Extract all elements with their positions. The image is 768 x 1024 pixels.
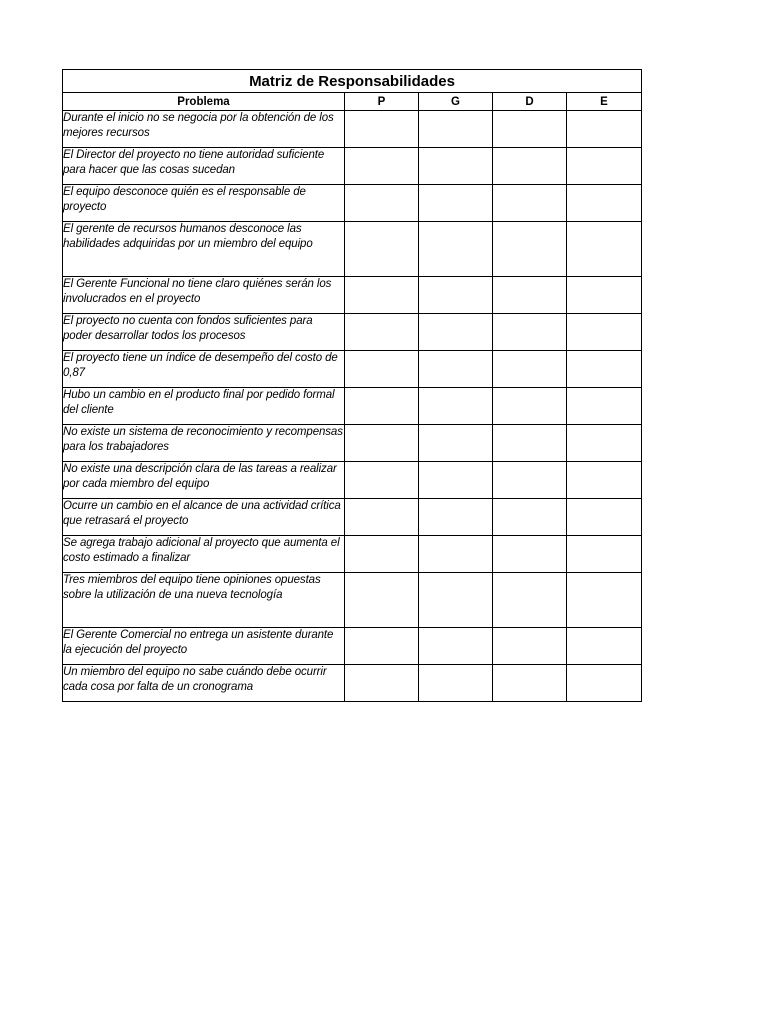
e-cell bbox=[567, 388, 642, 425]
d-cell bbox=[493, 665, 567, 702]
g-cell bbox=[419, 222, 493, 277]
d-cell bbox=[493, 314, 567, 351]
d-cell bbox=[493, 148, 567, 185]
p-cell bbox=[345, 222, 419, 277]
g-cell bbox=[419, 628, 493, 665]
d-cell bbox=[493, 185, 567, 222]
d-cell bbox=[493, 388, 567, 425]
problem-cell: El Gerente Comercial no entrega un asistente durante la ejecución del proyecto bbox=[63, 628, 345, 665]
e-cell bbox=[567, 499, 642, 536]
g-cell bbox=[419, 536, 493, 573]
g-cell bbox=[419, 388, 493, 425]
problem-cell: El Gerente Funcional no tiene claro quiénes serán los involucrados en el proyecto bbox=[63, 277, 345, 314]
table-row bbox=[63, 111, 642, 148]
table-row bbox=[63, 536, 642, 573]
problem-cell: El proyecto no cuenta con fondos suficientes para poder desarrollar todos los procesos bbox=[63, 314, 345, 351]
table-row bbox=[63, 277, 642, 314]
e-cell bbox=[567, 222, 642, 277]
problem-cell: Un miembro del equipo no sabe cuándo debe ocurrir cada cosa por falta de un cronograma bbox=[63, 665, 345, 702]
p-cell bbox=[345, 148, 419, 185]
g-cell bbox=[419, 314, 493, 351]
p-cell bbox=[345, 351, 419, 388]
g-cell bbox=[419, 499, 493, 536]
problem-cell: Ocurre un cambio en el alcance de una actividad crítica que retrasará el proyecto bbox=[63, 499, 345, 536]
p-cell bbox=[345, 536, 419, 573]
g-cell bbox=[419, 185, 493, 222]
table-row bbox=[63, 665, 642, 702]
problem-cell: No existe un sistema de reconocimiento y recompensas para los trabajadores bbox=[63, 425, 345, 462]
g-cell bbox=[419, 148, 493, 185]
problem-cell: El equipo desconoce quién es el responsable de proyecto bbox=[63, 185, 345, 222]
e-cell bbox=[567, 628, 642, 665]
column-header-p: P bbox=[345, 93, 419, 111]
table-row bbox=[63, 185, 642, 222]
e-cell bbox=[567, 425, 642, 462]
p-cell bbox=[345, 462, 419, 499]
p-cell bbox=[345, 111, 419, 148]
p-cell bbox=[345, 314, 419, 351]
problem-cell: El proyecto tiene un índice de desempeño del costo de 0,87 bbox=[63, 351, 345, 388]
e-cell bbox=[567, 536, 642, 573]
d-cell bbox=[493, 277, 567, 314]
problem-cell: Hubo un cambio en el producto final por pedido formal del cliente bbox=[63, 388, 345, 425]
e-cell bbox=[567, 111, 642, 148]
table-row bbox=[63, 222, 642, 277]
p-cell bbox=[345, 628, 419, 665]
g-cell bbox=[419, 665, 493, 702]
table-row bbox=[63, 425, 642, 462]
g-cell bbox=[419, 111, 493, 148]
problem-cell: El gerente de recursos humanos desconoce las habilidades adquiridas por un miembro del equipo bbox=[63, 222, 345, 277]
table-row bbox=[63, 314, 642, 351]
e-cell bbox=[567, 351, 642, 388]
e-cell bbox=[567, 148, 642, 185]
table-row bbox=[63, 388, 642, 425]
g-cell bbox=[419, 277, 493, 314]
d-cell bbox=[493, 536, 567, 573]
p-cell bbox=[345, 499, 419, 536]
table-row bbox=[63, 499, 642, 536]
e-cell bbox=[567, 462, 642, 499]
responsibility-matrix-table bbox=[62, 69, 642, 702]
e-cell bbox=[567, 277, 642, 314]
d-cell bbox=[493, 222, 567, 277]
problem-cell: Tres miembros del equipo tiene opiniones opuestas sobre la utilización de una nueva tecnología bbox=[63, 573, 345, 628]
g-cell bbox=[419, 573, 493, 628]
p-cell bbox=[345, 185, 419, 222]
d-cell bbox=[493, 111, 567, 148]
d-cell bbox=[493, 425, 567, 462]
problem-cell: Durante el inicio no se negocia por la obtención de los mejores recursos bbox=[63, 111, 345, 148]
e-cell bbox=[567, 573, 642, 628]
column-header-problem: Problema bbox=[63, 93, 345, 111]
e-cell bbox=[567, 665, 642, 702]
table-title: Matriz de Responsabilidades bbox=[63, 70, 642, 93]
problem-cell: El Director del proyecto no tiene autoridad suficiente para hacer que las cosas sucedan bbox=[63, 148, 345, 185]
d-cell bbox=[493, 628, 567, 665]
g-cell bbox=[419, 462, 493, 499]
e-cell bbox=[567, 185, 642, 222]
table-row bbox=[63, 351, 642, 388]
p-cell bbox=[345, 573, 419, 628]
g-cell bbox=[419, 351, 493, 388]
e-cell bbox=[567, 314, 642, 351]
d-cell bbox=[493, 462, 567, 499]
p-cell bbox=[345, 388, 419, 425]
p-cell bbox=[345, 665, 419, 702]
table-row bbox=[63, 148, 642, 185]
d-cell bbox=[493, 573, 567, 628]
column-header-e: E bbox=[567, 93, 642, 111]
table-row bbox=[63, 573, 642, 628]
column-header-g: G bbox=[419, 93, 493, 111]
d-cell bbox=[493, 499, 567, 536]
d-cell bbox=[493, 351, 567, 388]
p-cell bbox=[345, 277, 419, 314]
p-cell bbox=[345, 425, 419, 462]
g-cell bbox=[419, 425, 493, 462]
table-row bbox=[63, 462, 642, 499]
problem-cell: Se agrega trabajo adicional al proyecto que aumenta el costo estimado a finalizar bbox=[63, 536, 345, 573]
problem-cell: No existe una descripción clara de las tareas a realizar por cada miembro del equipo bbox=[63, 462, 345, 499]
table-row bbox=[63, 628, 642, 665]
column-header-d: D bbox=[493, 93, 567, 111]
